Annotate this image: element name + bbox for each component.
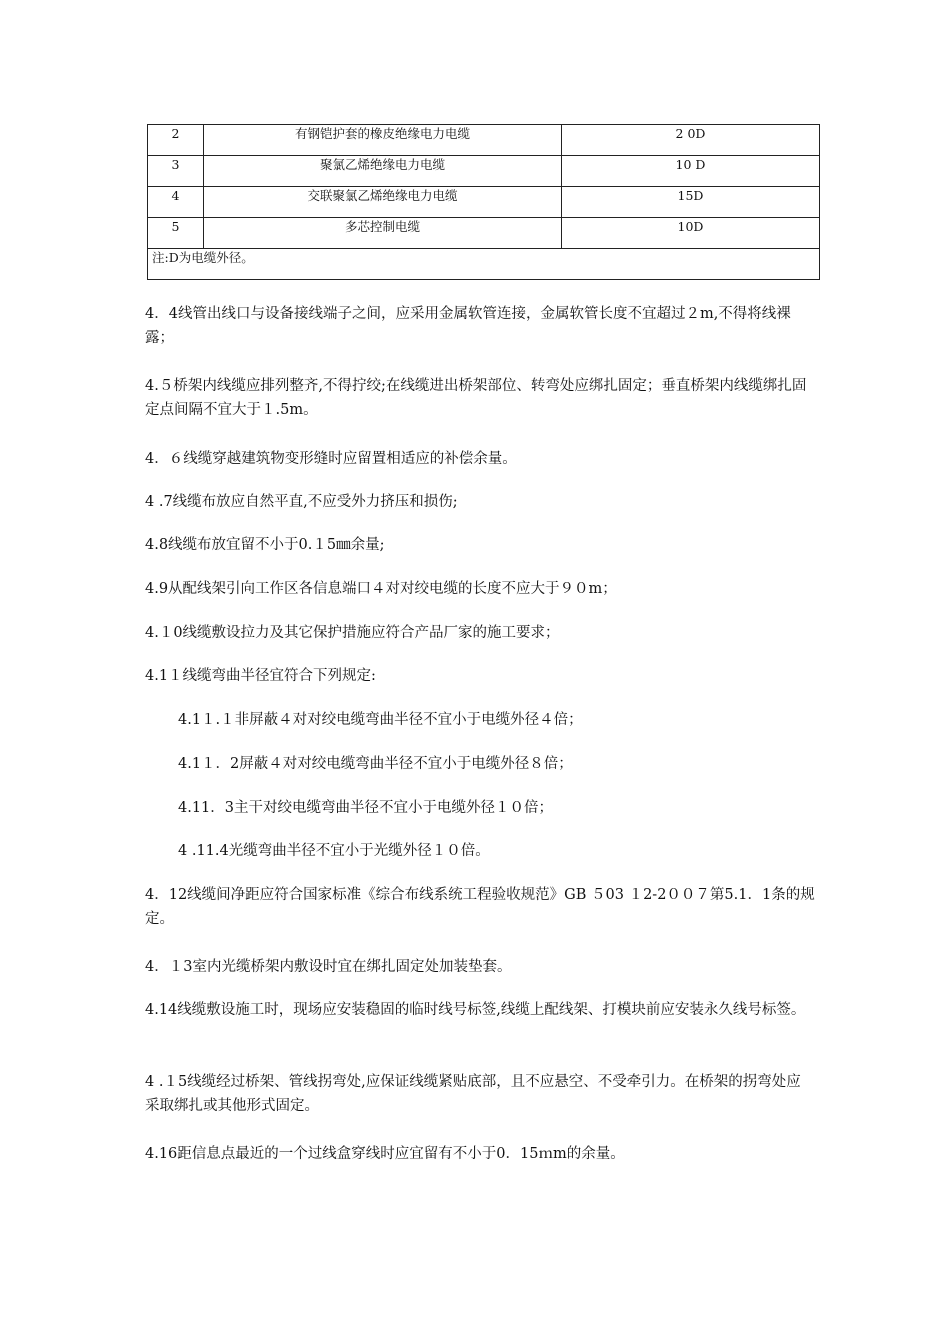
paragraph-4-15: 4 .１5线缆经过桥架、管线拐弯处,应保证线缆紧贴底部，且不应悬空、不受牵引力。在桥架的拐弯处应采取绑扎或其他形式固定。 [145, 1074, 801, 1114]
cable-type: 多芯控制电缆 [204, 218, 562, 249]
paragraph-4-5: 4.５桥架内线缆应排列整齐,不得拧绞;在线缆进出桥架部位、转弯处应绑扎固定；垂直桥架内线缆绑扎固定点间隔不宜大于１.5m。 [145, 378, 807, 418]
table-row [148, 187, 820, 218]
paragraph-4-11-1: 4.1１.１非屏蔽４对对绞电缆弯曲半径不宜小于电缆外径４倍； [178, 712, 583, 728]
cable-bend-radius-table [147, 124, 820, 280]
row-number: 5 [148, 218, 204, 249]
table-note-row [148, 249, 820, 280]
cable-type: 交联聚氯乙烯绝缘电力电缆 [204, 187, 562, 218]
paragraph-4-11-2: 4.1１．2屏蔽４对对绞电缆弯曲半径不宜小于电缆外径８倍； [178, 756, 573, 772]
paragraph-4-9: 4.9从配线架引向工作区各信息端口４对对绞电缆的长度不应大于９０m； [145, 581, 617, 597]
paragraph-4-14: 4.14线缆敷设施工时，现场应安装稳固的临时线号标签,线缆上配线架、打模块前应安装永久线号标签。 [145, 1002, 806, 1018]
paragraph-4-11-4: 4 .11.4光缆弯曲半径不宜小于光缆外径１０倍。 [178, 843, 490, 859]
bend-radius: 10D [562, 218, 820, 249]
paragraph-4-10: 4.１0线缆敷设拉力及其它保护措施应符合产品厂家的施工要求； [145, 625, 560, 641]
table-row [148, 218, 820, 249]
bend-radius: 2 0D [562, 125, 820, 156]
bend-radius: 15D [562, 187, 820, 218]
row-number: 3 [148, 156, 204, 187]
paragraph-4-7: 4 .7线缆布放应自然平直,不应受外力挤压和损伤; [145, 494, 458, 510]
paragraph-4-16: 4.16距信息点最近的一个过线盒穿线时应宜留有不小于0．15ｍm的余量。 [145, 1146, 625, 1162]
table-note: 注:D为电缆外径。 [148, 249, 820, 280]
bend-radius: 10 D [562, 156, 820, 187]
paragraph-4-11-3: 4.11．3主干对绞电缆弯曲半径不宜小于电缆外径１０倍； [178, 800, 554, 816]
paragraph-4-6: 4．６线缆穿越建筑物变形缝时应留置相适应的补偿余量。 [145, 451, 517, 467]
table-row [148, 156, 820, 187]
row-number: 4 [148, 187, 204, 218]
row-number: 2 [148, 125, 204, 156]
paragraph-4-11: 4.1１线缆弯曲半径宜符合下列规定: [145, 668, 376, 684]
paragraph-4-13: 4．１3室内光缆桥架内敷设时宜在绑扎固定处加装垫套。 [145, 959, 512, 975]
table-row [148, 125, 820, 156]
paragraph-4-8: 4.8线缆布放宜留不小于0.１5㎜余量; [145, 537, 385, 553]
cable-type: 有钢铠护套的橡皮绝缘电力电缆 [204, 125, 562, 156]
cable-type: 聚氯乙烯绝缘电力电缆 [204, 156, 562, 187]
paragraph-4-12: 4．12线缆间净距应符合国家标准《综合布线系统工程验收规范》GB ５03 １2-2００７第5.1．1条的规定。 [145, 887, 815, 927]
paragraph-4-4: 4．4线管出线口与设备接线端子之间，应采用金属软管连接，金属软管长度不宜超过２m,不得将线裸露； [145, 306, 791, 346]
